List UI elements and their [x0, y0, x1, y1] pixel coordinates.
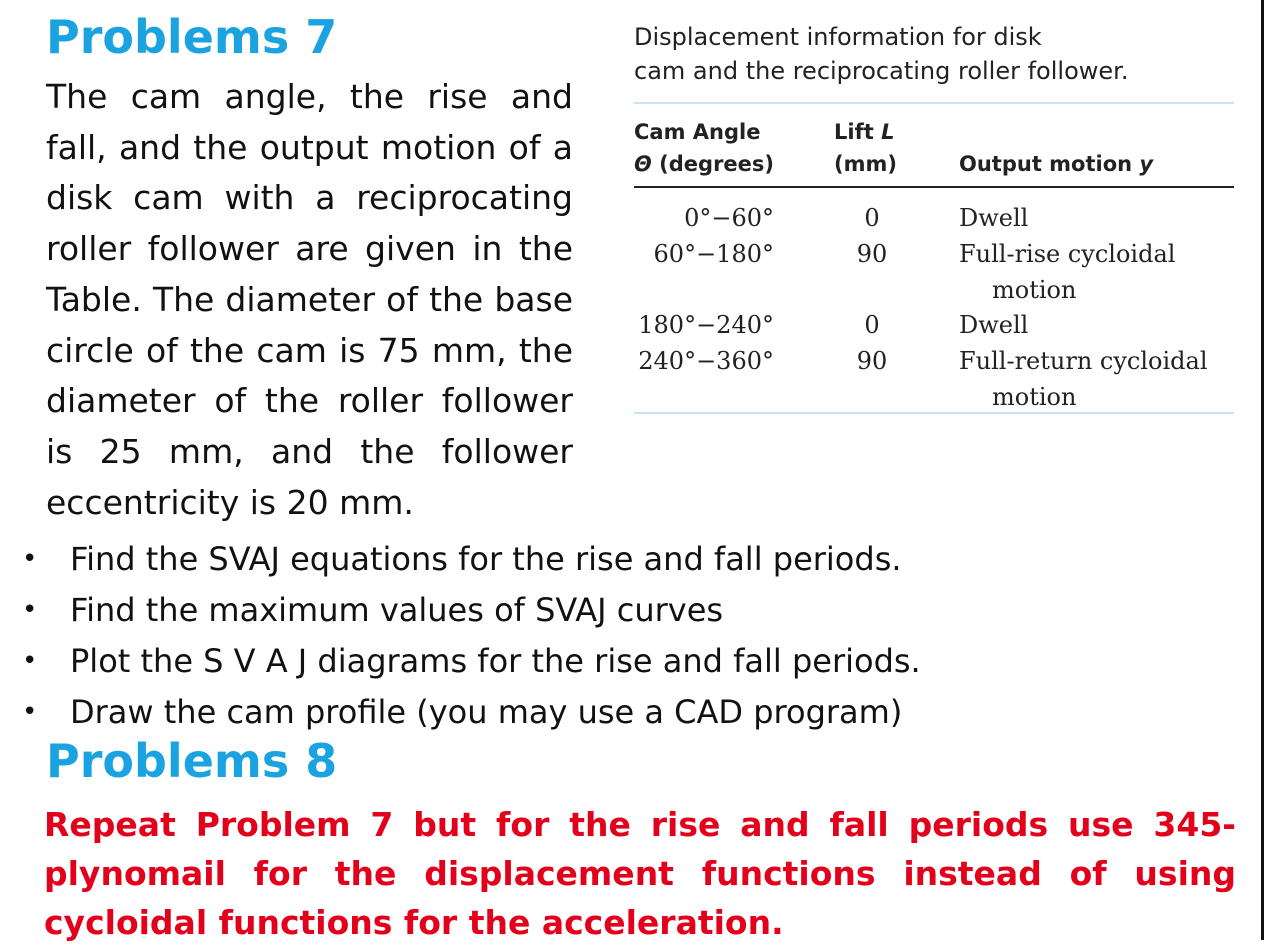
header-degrees-label: (degrees) — [659, 152, 775, 176]
table-bottom-rule — [634, 412, 1234, 414]
row-4-motion-cont: motion — [992, 382, 1077, 411]
row-1-lift: 0 — [864, 203, 880, 232]
header-lift-label — [834, 116, 897, 148]
task-item — [22, 533, 1222, 584]
task-item — [22, 635, 1222, 686]
task-text: Plot the S V A J diagrams for the rise and fall periods. — [70, 641, 921, 680]
task-item — [22, 686, 1222, 737]
row-2-angle: 60°−180° — [653, 239, 774, 268]
header-lift-symbol: L — [881, 120, 895, 144]
header-theta-symbol: Θ — [634, 152, 652, 176]
bullet-icon: • — [22, 543, 38, 574]
header-cam-angle — [634, 116, 774, 180]
row-2-lift: 90 — [856, 239, 888, 268]
problem-7-title: Problems 7 — [46, 10, 338, 64]
bullet-icon: • — [22, 645, 38, 676]
header-cam-angle-unit — [634, 148, 774, 180]
row-4-motion: Full-return cycloidal — [959, 346, 1208, 375]
header-output-motion-text: Output motion — [959, 152, 1140, 176]
task-text: Find the maximum values of SVAJ curves — [70, 590, 724, 629]
table-caption — [634, 20, 1234, 88]
row-1-motion: Dwell — [959, 203, 1029, 232]
header-lift-text: Lift — [834, 120, 882, 144]
task-list — [22, 533, 1222, 737]
bullet-icon: • — [22, 594, 38, 625]
header-lift-unit: (mm) — [834, 152, 897, 176]
problem-7-body: The cam angle, the rise and fall, and the output motion of a disk cam with a reciprocating roller follower are given in the Table. The diameter of the base circle of the cam is 75 mm, the diameter of the roller follower is 25 mm, and the follower eccentricity is 20 mm. — [46, 77, 573, 522]
table-caption-line-1: Displacement information for disk — [634, 23, 1042, 51]
displacement-table — [634, 20, 1234, 414]
table-body — [634, 188, 1234, 412]
row-3-angle: 180°−240° — [638, 310, 774, 339]
row-2-motion-cont: motion — [992, 275, 1077, 304]
table-caption-line-2: cam and the reciprocating roller follower. — [634, 57, 1129, 85]
header-output-motion — [959, 148, 1153, 180]
header-lift — [834, 116, 897, 180]
row-1-angle: 0°−60° — [684, 203, 774, 232]
row-2-motion: Full-rise cycloidal — [959, 239, 1176, 268]
row-4-angle: 240°−360° — [638, 346, 774, 375]
row-4-lift: 90 — [856, 346, 888, 375]
table-header — [634, 104, 1234, 186]
task-text: Find the SVAJ equations for the rise and fall periods. — [70, 539, 902, 578]
row-3-motion: Dwell — [959, 310, 1029, 339]
problem-8-body: Repeat Problem 7 but for the rise and fall periods use 345-plynomail for the displacement functions instead of using cycloidal functions for the acceleration. — [44, 805, 1236, 942]
task-item — [22, 584, 1222, 635]
problem-8-title: Problems 8 — [46, 734, 338, 788]
header-cam-angle-label: Cam Angle — [634, 120, 761, 144]
task-text: Draw the cam profile (you may use a CAD program) — [70, 692, 903, 731]
row-3-lift: 0 — [864, 310, 880, 339]
header-output-symbol: y — [1139, 152, 1154, 176]
bullet-icon: • — [22, 696, 38, 727]
